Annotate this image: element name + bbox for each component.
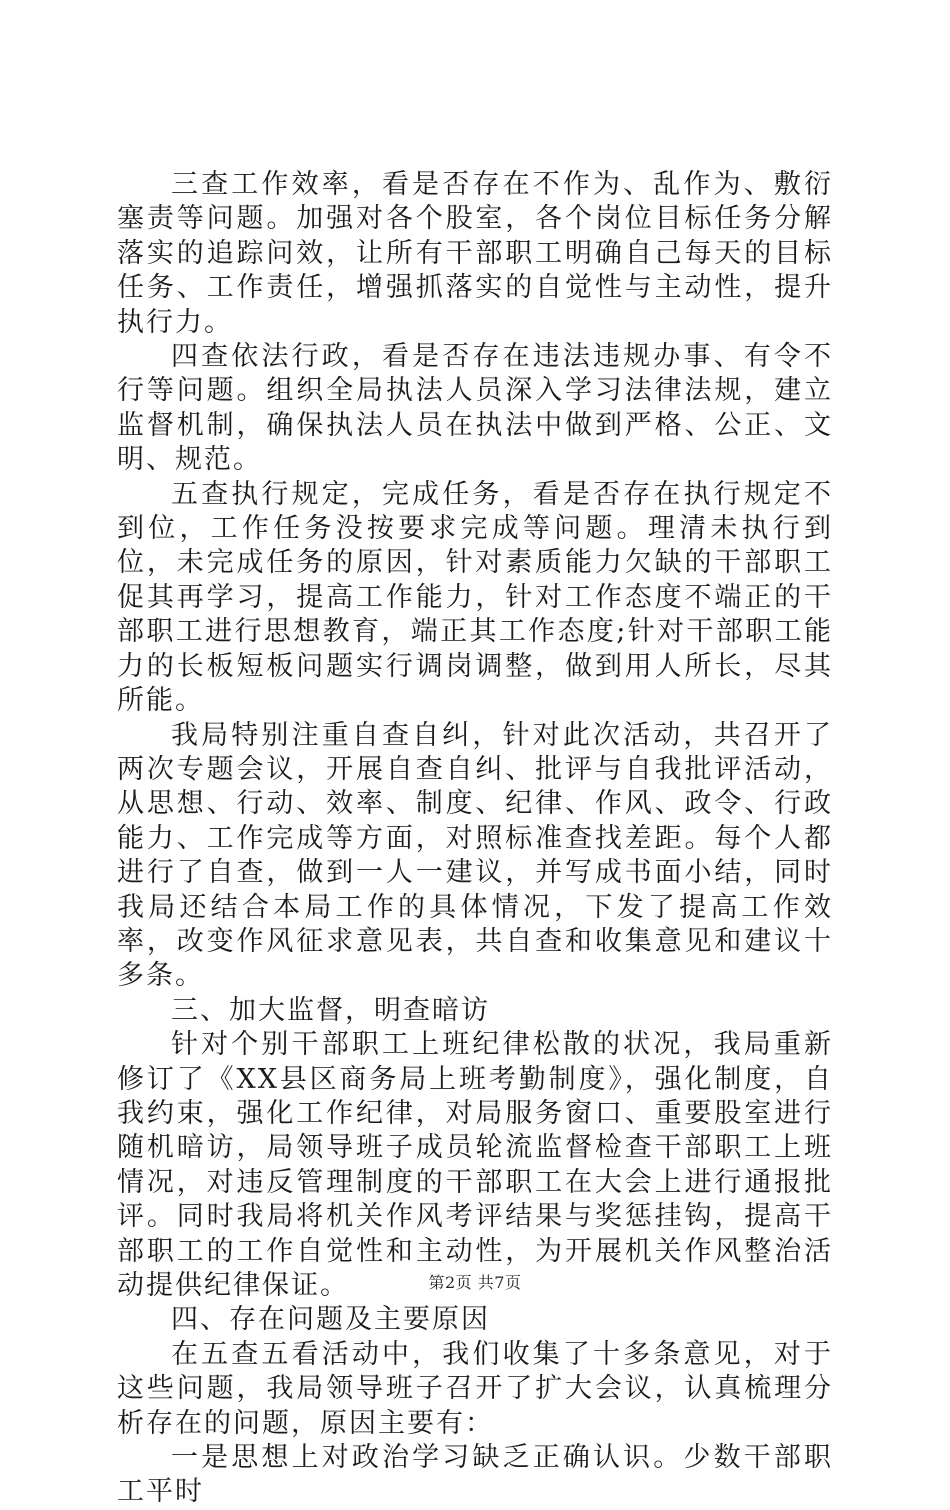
paragraph-attendance: 针对个别干部职工上班纪律松散的状况，我局重新修订了《XX县区商务局上班考勤制度》，强化制度，自我约束，强化工作纪律，对局服务窗口、重要股室进行随机暗访，局领导班子成员轮流监督检查干部职工上班情况，对违反管理制度的干部职工在大会上进行通报批评。同时我局将机关作风考评结果与奖惩挂钩，提高干部职工的工作自觉性和主动性，为开展机关作风整治活动提供纪律保证。 — [117, 1029, 833, 1301]
paragraph-efficiency: 三查工作效率，看是否存在不作为、乱作为、敷衍塞责等问题。加强对各个股室，各个岗位目标任务分解落实的追踪问效，让所有干部职工明确自己每天的目标任务、工作责任，增强抓落实的自觉性与主动性，提升执行力。 — [117, 169, 833, 338]
paragraph-law-enforcement: 四查依法行政，看是否存在违法违规办事、有令不行等问题。组织全局执法人员深入学习法律法规，建立监督机制，确保执法人员在执法中做到严格、公正、文明、规范。 — [117, 341, 833, 476]
paragraph-regulations: 五查执行规定，完成任务，看是否存在执行规定不到位，工作任务没按要求完成等问题。理清未执行到位，未完成任务的原因，针对素质能力欠缺的干部职工促其再学习，提高工作能力，针对工作态度不端正的干部职工进行思想教育，端正其工作态度;针对干部职工能力的长板短板问题实行调岗调整，做到用人所长，尽其所能。 — [117, 478, 833, 717]
paragraph-first-cause: 一是思想上对政治学习缺乏正确认识。少数干部职工平时 — [117, 1442, 833, 1508]
paragraph-self-inspection: 我局特别注重自查自纠，针对此次活动，共召开了两次专题会议，开展自查自纠、批评与自我批评活动，从思想、行动、效率、制度、纪律、作风、政令、行政能力、工作完成等方面，对照标准查找差距。每个人都进行了自查，做到一人一建议，并写成书面小结，同时我局还结合本局工作的具体情况，下发了提高工作效率，改变作风征求意见表，共自查和收集意见和建议十多条。 — [117, 719, 833, 992]
section-heading-problems: 四、存在问题及主要原因 — [171, 1304, 490, 1336]
page-number-footer: 第2页 共7页 — [428, 1273, 522, 1292]
section-heading-supervision: 三、加大监督，明查暗访 — [171, 994, 490, 1026]
paragraph-opinions: 在五查五看活动中，我们收集了十多条意见，对于这些问题，我局领导班子召开了扩大会议，认真梳理分析存在的问题，原因主要有： — [117, 1338, 833, 1439]
document-body — [117, 168, 833, 1510]
